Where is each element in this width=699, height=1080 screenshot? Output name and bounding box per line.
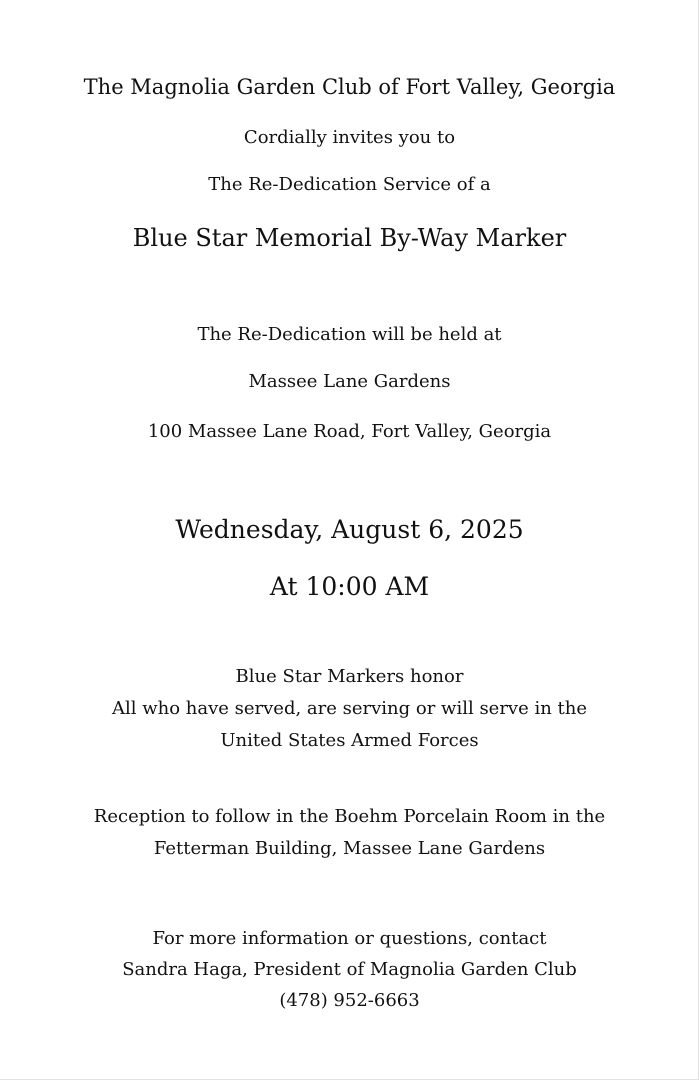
honor-line-2: All who have served, are serving or will serve in the <box>111 698 588 719</box>
honor-line-1: Blue Star Markers honor <box>235 666 464 687</box>
event-date: Wednesday, August 6, 2025 <box>175 515 524 544</box>
held-at-line: The Re-Dedication will be held at <box>197 324 502 345</box>
reception-line-1: Reception to follow in the Boehm Porcelain Room in the <box>93 806 606 827</box>
event-time: At 10:00 AM <box>269 572 430 601</box>
invite-line: Cordially invites you to <box>243 127 456 148</box>
contact-phone: (478) 952-6663 <box>279 990 420 1011</box>
service-line: The Re-Dedication Service of a <box>208 174 491 195</box>
honor-line-3: United States Armed Forces <box>220 730 479 751</box>
contact-line-1: For more information or questions, contact <box>152 928 547 949</box>
venue-address: 100 Massee Lane Road, Fort Valley, Georgia <box>147 421 552 442</box>
contact-line-2: Sandra Haga, President of Magnolia Garden Club <box>122 959 577 980</box>
venue-name: Massee Lane Gardens <box>248 371 451 392</box>
marker-name-heading: Blue Star Memorial By-Way Marker <box>132 224 567 252</box>
reception-line-2: Fetterman Building, Massee Lane Gardens <box>153 838 546 859</box>
host-club-heading: The Magnolia Garden Club of Fort Valley, Georgia <box>83 75 616 99</box>
